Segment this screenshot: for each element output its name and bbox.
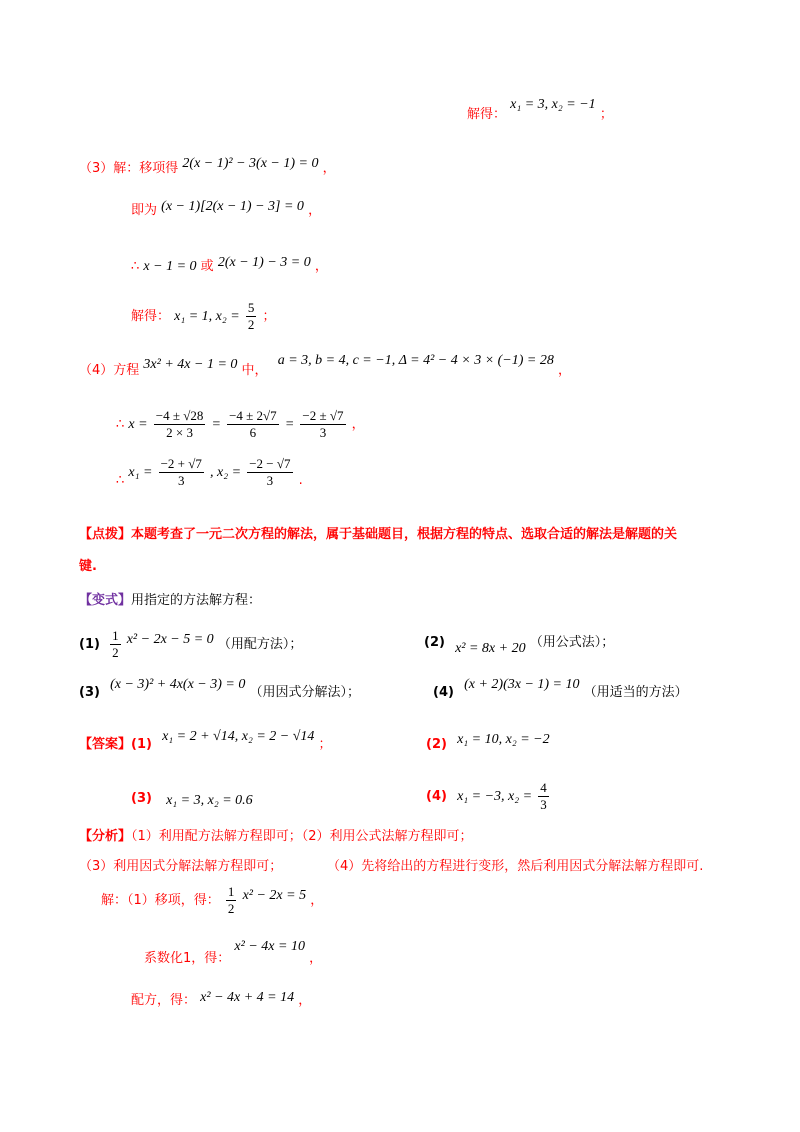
step-label: 解：（1）移项，得： <box>101 893 220 908</box>
punctuation: ， <box>322 161 336 176</box>
fraction <box>110 628 121 661</box>
problem-4 <box>433 677 688 704</box>
analysis-line-1 <box>79 826 473 848</box>
step-label: 配方，得： <box>131 993 197 1008</box>
equation: x² − 4x + 4 = 14 <box>200 990 295 1005</box>
equation: 2(x − 1) − 3 = 0 <box>217 255 311 270</box>
numerator: −2 ± √7 <box>302 408 344 423</box>
method: （用公式法）； <box>529 635 615 650</box>
bianshi-tag: 【变式】 <box>79 593 132 608</box>
part3-line-1 <box>79 158 336 180</box>
answer-2 <box>426 734 550 756</box>
fraction <box>300 408 345 441</box>
solution-step-3 <box>131 990 311 1012</box>
fraction <box>154 408 206 441</box>
fraction <box>226 884 237 917</box>
dianbo-line-2 <box>79 556 97 578</box>
punctuation: ， <box>309 951 323 966</box>
problem-number: (4) <box>433 685 454 700</box>
part3-line-3 <box>131 256 328 278</box>
part4-line-1 <box>79 353 572 382</box>
punctuation: ， <box>298 993 312 1008</box>
part4-line-2 <box>116 408 365 442</box>
punctuation: . <box>298 473 303 488</box>
equation: , x₂ = <box>210 465 242 480</box>
numerator: 4 <box>540 780 547 795</box>
equation: x = <box>128 417 148 432</box>
numerator: −4 ± 2√7 <box>229 408 277 423</box>
denominator: 3 <box>540 797 547 812</box>
label: 解得： <box>467 107 507 122</box>
analysis-text: （3）利用因式分解法解方程即可； <box>79 859 283 874</box>
equation: x₁ = 3, x₂ = −1 <box>510 97 596 112</box>
equation: x² − 4x = 10 <box>234 939 305 954</box>
analysis-text: （1）利用配方法解方程即可；（2）利用公式法解方程即可； <box>131 829 473 844</box>
part3-prefix: （3）解：移项得 <box>79 161 179 176</box>
label: 中， <box>241 363 268 378</box>
answer-3 <box>131 788 253 810</box>
equation: x − 1 = 0 <box>143 259 197 274</box>
fraction <box>247 456 292 489</box>
or-word: 或 <box>200 259 214 274</box>
method: （用配方法）； <box>217 637 303 652</box>
answer-value: x₁ = 3, x₂ = 0.6 <box>166 793 253 808</box>
punctuation: ， <box>351 417 365 432</box>
fraction <box>159 456 204 489</box>
denominator: 3 <box>266 473 274 488</box>
bianshi-text: 用指定的方法解方程： <box>131 593 262 608</box>
coefficients: a = 3, b = 4, c = −1, Δ = 4² − 4 × 3 × (−1) = 28 <box>277 353 554 368</box>
method: （用因式分解法）； <box>249 685 361 700</box>
answer-number: (2) <box>426 737 447 752</box>
solution-line-1 <box>467 97 613 126</box>
analysis-line-2 <box>79 856 282 878</box>
therefore-symbol: ∴ <box>131 259 140 274</box>
analysis-text: （4）先将给出的方程进行变形，然后利用因式分解法解方程即可. <box>327 859 704 874</box>
answer-number: (3) <box>131 791 152 806</box>
answer-value: x₁ = −3, x₂ = <box>457 789 533 804</box>
equals: = <box>211 417 221 432</box>
dianbo-text: 键. <box>79 559 97 574</box>
problem-number: (1) <box>79 637 100 652</box>
numerator: −4 ± √28 <box>155 408 204 423</box>
denominator: 2 × 3 <box>166 425 193 440</box>
dianbo-tag: 【点拨】 <box>79 527 132 542</box>
answer-value: x₁ = 2 + √14, x₂ = 2 − √14 <box>162 729 315 744</box>
therefore-symbol: ∴ <box>116 417 125 432</box>
label: 即为 <box>131 203 158 218</box>
dianbo-line-1 <box>79 524 677 546</box>
problem-3 <box>79 677 361 704</box>
equation: (x + 2)(3x − 1) = 10 <box>464 677 580 692</box>
answer-value: x₁ = 10, x₂ = −2 <box>457 732 550 747</box>
solution-step-1 <box>101 884 323 918</box>
answer-4 <box>426 780 551 814</box>
equation: x₁ = <box>128 465 153 480</box>
equation: 3x² + 4x − 1 = 0 <box>143 357 238 372</box>
numerator: 1 <box>227 884 235 899</box>
equation: x² − 2x − 5 = 0 <box>126 632 214 647</box>
problem-2 <box>424 632 614 654</box>
numerator: −2 + √7 <box>160 456 202 471</box>
label: 解得： <box>131 309 171 324</box>
solution-step-2 <box>144 939 323 970</box>
denominator: 2 <box>227 901 235 916</box>
punctuation: ， <box>308 203 322 218</box>
method: （用适当的方法） <box>583 685 688 700</box>
answer-1 <box>79 729 332 756</box>
part4-line-3 <box>116 456 303 490</box>
punctuation: ， <box>310 893 324 908</box>
equation: 2(x − 1)² − 3(x − 1) = 0 <box>182 156 319 171</box>
therefore-symbol: ∴ <box>116 473 125 488</box>
fraction <box>227 408 279 441</box>
numerator: 1 <box>112 628 119 643</box>
problem-number: (2) <box>424 635 445 650</box>
step-label: 系数化1，得： <box>144 951 231 966</box>
answer-number: (4) <box>426 789 447 804</box>
equation: (x − 3)² + 4x(x − 3) = 0 <box>110 677 246 692</box>
denominator: 3 <box>319 425 327 440</box>
equation: x₁ = 1, x₂ = <box>174 309 240 324</box>
problem-number: (3) <box>79 685 100 700</box>
bianshi-heading <box>79 590 261 612</box>
part3-line-2 <box>131 200 321 222</box>
analysis-tag: 【分析】 <box>79 829 132 844</box>
equation: x² − 2x = 5 <box>242 888 307 903</box>
denominator: 6 <box>249 425 257 440</box>
denominator: 3 <box>178 473 185 488</box>
punctuation: ； <box>262 309 276 324</box>
analysis-line-3 <box>327 856 703 878</box>
equation: (x − 1)[2(x − 1) − 3] = 0 <box>161 199 304 214</box>
part3-line-4 <box>131 300 276 333</box>
punctuation: ， <box>314 259 328 274</box>
punctuation: ， <box>558 363 572 378</box>
fraction <box>538 780 549 813</box>
answer-tag: 【答案】(1) <box>79 737 152 752</box>
denominator: 2 <box>112 645 119 660</box>
punctuation: ； <box>599 107 613 122</box>
dianbo-text: 本题考查了一元二次方程的解法，属于基础题目，根据方程的特点、选取合适的解法是解题的关 <box>131 527 678 542</box>
fraction <box>246 300 257 333</box>
part4-prefix: （4）方程 <box>79 363 140 378</box>
equation: x² = 8x + 20 <box>455 641 526 656</box>
denominator: 2 <box>247 317 255 332</box>
punctuation: ； <box>318 737 332 752</box>
numerator: 5 <box>247 300 255 315</box>
numerator: −2 − √7 <box>249 456 291 471</box>
equals: = <box>284 417 295 432</box>
problem-1 <box>79 628 302 662</box>
